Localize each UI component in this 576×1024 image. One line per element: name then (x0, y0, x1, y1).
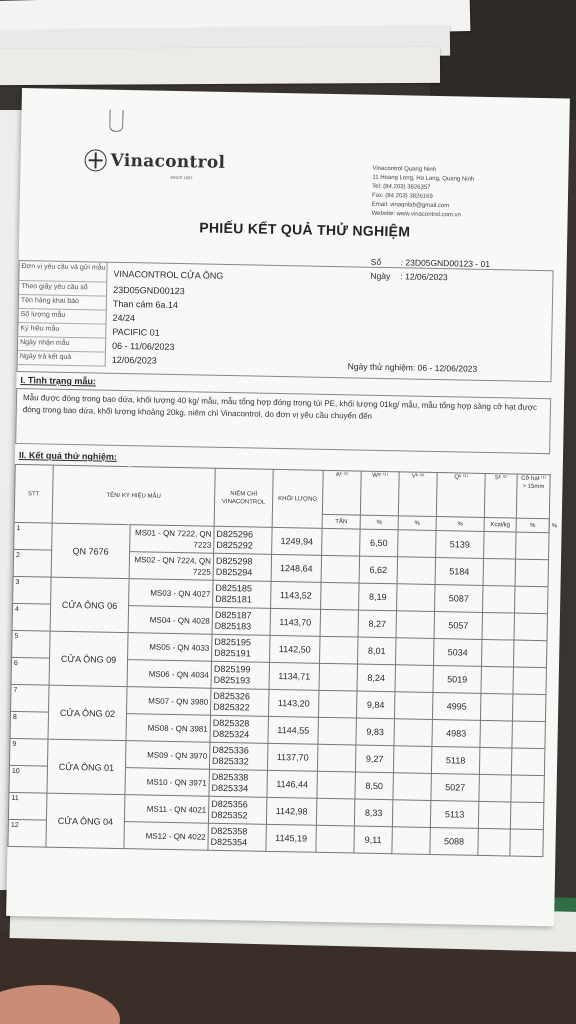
info-value: 06 - 11/06/2023 (111, 340, 175, 352)
results-table (7, 464, 558, 857)
group-name: CỬA ÔNG 09 (49, 631, 128, 686)
cell-q: 5027 (431, 773, 480, 801)
row-stt: 8 (10, 711, 49, 739)
contact-line: Fax: (84.203) 3826169 (371, 192, 433, 200)
cell-q: 5057 (434, 612, 483, 640)
cell-w: 6,50 (360, 529, 399, 557)
cell-a (320, 609, 359, 637)
cell-khoi-luong: 1143,20 (268, 689, 319, 717)
cell-s (478, 828, 511, 856)
document-title: PHIẾU KẾT QUẢ THỬ NGHIỆM (199, 219, 411, 240)
info-value: 23D05GND00123 (113, 284, 185, 297)
contact-line: Vinacontrol Quang Ninh (372, 165, 437, 173)
cell-co-hat (513, 667, 547, 695)
cell-v (397, 584, 436, 612)
row-stt: 2 (13, 549, 52, 577)
cell-co-hat (510, 802, 544, 830)
seal-number: D825326 (213, 690, 251, 702)
seal-number: D825352 (210, 809, 248, 821)
cell-khoi-luong: 1248,64 (271, 554, 322, 582)
header-w: Wᵗᵖ ⁽¹⁾ (360, 471, 399, 516)
ngay-value: : 12/06/2023 (400, 271, 448, 283)
seal-number: D825296 (216, 528, 254, 540)
cell-w: 9,27 (355, 745, 394, 773)
seal-number: D825328 (212, 717, 250, 729)
sample-code: MS02 - QN 7224, QN 7225 (129, 552, 214, 581)
seal-number: D825334 (211, 782, 249, 794)
cell-q: 4995 (432, 693, 481, 721)
cell-v (393, 746, 432, 774)
cell-s (480, 720, 513, 748)
cell-w: 8,24 (357, 664, 396, 692)
row-stt: 3 (13, 576, 52, 604)
contact-line: Tel: (84.203) 3826357 (372, 183, 431, 191)
seal-numbers (210, 715, 269, 743)
cell-w: 8,33 (354, 799, 393, 827)
seal-numbers (212, 607, 271, 635)
info-value: 12/06/2023 (111, 354, 157, 366)
logo-text: Vinacontrol (110, 150, 226, 173)
section-heading: I. Tình trạng mẫu: (20, 375, 96, 387)
unit-s: % (516, 518, 549, 533)
sample-info-box (17, 260, 554, 382)
seal-number: D825187 (214, 609, 252, 621)
cell-w: 8,50 (355, 772, 394, 800)
cell-q: 5184 (435, 558, 484, 586)
header-v: Vᵏ ⁽¹⁾ (398, 472, 437, 517)
cell-s (481, 666, 514, 694)
cell-q: 5088 (430, 827, 479, 855)
seal-numbers (214, 526, 273, 554)
header-q: Qᵏ ⁽¹⁾ (436, 473, 485, 518)
info-value: VINACONTROL CỬA ÔNG (113, 268, 224, 281)
seal-number: D825185 (215, 582, 253, 594)
cell-khoi-luong: 1143,52 (271, 581, 322, 609)
info-label: Ngày trả kết quả (19, 353, 72, 361)
unit-w: % (398, 516, 436, 531)
cell-a (316, 798, 355, 826)
cell-q: 4983 (432, 719, 481, 747)
group-name: CỬA ÔNG 04 (46, 793, 125, 848)
seal-numbers (208, 796, 267, 824)
seal-numbers (210, 688, 269, 716)
cell-v (395, 665, 434, 693)
seal-number: D825354 (210, 836, 248, 848)
seal-number: D825322 (213, 701, 250, 713)
group-name: QN 7676 (51, 523, 130, 578)
seal-number: D825292 (216, 539, 253, 551)
cell-s (483, 558, 516, 586)
header-khoi-luong: KHỐI LƯỢNG (272, 469, 323, 528)
company-contact (372, 165, 475, 221)
cell-w: 8,01 (358, 637, 397, 665)
unit-khoi-luong: TẤN (322, 514, 360, 529)
cell-co-hat (512, 721, 546, 749)
cell-a (316, 825, 355, 853)
cell-s (482, 612, 515, 640)
cell-khoi-luong: 1143,70 (270, 608, 321, 636)
cell-s (483, 585, 516, 613)
row-stt: 7 (11, 684, 50, 712)
seal-number: D825181 (215, 593, 252, 605)
info-value: Than cám 6a.14 (112, 298, 179, 311)
cell-q: 5087 (435, 585, 484, 613)
cell-s (480, 693, 513, 721)
section-heading: II. Kết quả thử nghiệm: (18, 450, 118, 462)
header-stt: STT (14, 464, 53, 523)
sample-code: MS11 - QN 4021 (124, 795, 209, 824)
header-s: Sᵏ ⁽¹⁾ (484, 473, 517, 518)
cell-s (481, 639, 514, 667)
info-value: PACIFIC 01 (112, 326, 160, 338)
seal-number: D825358 (210, 825, 248, 837)
seal-number: D825195 (214, 636, 252, 648)
cell-a (317, 744, 356, 772)
cell-a (320, 636, 359, 664)
cell-q: 5019 (433, 666, 482, 694)
cell-a (321, 555, 360, 583)
row-stt: 4 (12, 603, 51, 631)
sample-code: MS12 - QN 4022 (124, 822, 209, 851)
logo-subtitle: SINCE 1957 (170, 174, 193, 181)
result-document (6, 88, 570, 926)
seal-number: D825183 (214, 620, 252, 632)
cell-co-hat (510, 829, 544, 857)
contact-line: Website: www.vinacontrol.com.vn (371, 210, 461, 219)
seal-number: D825338 (211, 771, 249, 783)
sample-code: MS03 - QN 4027 (129, 579, 214, 608)
cell-q: 5139 (436, 531, 485, 559)
cell-s (479, 774, 512, 802)
group-name: CỬA ÔNG 01 (47, 739, 126, 794)
header-ten: TÊN/ KÝ HIỆU MẪU (52, 465, 215, 526)
cell-w: 9,84 (356, 691, 395, 719)
seal-number: D825294 (215, 566, 253, 578)
cell-v (392, 827, 431, 855)
sample-condition-text: Mẫu được đóng trong bao dứa, khối lượng 40 kg/ mẫu, mẫu tổng hợp đóng trong túi PE, khối lượng 01kg/ mẫu, mẫu tổng hợp sàng cỡ hạt được đóng trong bao dứa, khối lượng khoảng 20kg, niêm chì Vinacontrol, do đơn vị yêu cầu chuyển đến (15, 388, 551, 454)
seal-number: D825356 (211, 798, 248, 810)
cell-khoi-luong: 1137,70 (267, 743, 318, 771)
row-stt: 5 (12, 630, 51, 658)
row-stt: 12 (8, 819, 47, 847)
info-label: Tên hàng khai báo (20, 297, 79, 306)
header-niem-chi: NIÊM CHÌ VINACONTROL (214, 468, 273, 527)
scale-icon (84, 149, 106, 171)
folder-tab-mark (109, 110, 123, 132)
seal-numbers (209, 769, 268, 797)
cell-v (393, 773, 432, 801)
cell-s (478, 801, 511, 829)
row-stt: 1 (14, 522, 53, 550)
cell-q: 5113 (430, 800, 479, 828)
seal-number: D825324 (212, 728, 250, 740)
contact-line: Email: vinaqnlab@gmail.com (371, 201, 450, 210)
cell-khoi-luong: 1142,50 (270, 635, 321, 663)
cell-q: 5118 (431, 746, 480, 774)
sample-code: MS10 - QN 3971 (125, 768, 210, 797)
cell-s (484, 531, 517, 559)
seal-number: D825191 (214, 647, 251, 659)
cell-v (395, 638, 434, 666)
sample-code: MS06 - QN 4034 (127, 660, 212, 689)
seal-numbers (212, 634, 271, 662)
ngay-label: Ngày (370, 270, 391, 282)
cell-khoi-luong: 1144,55 (268, 716, 319, 744)
cell-a (318, 717, 357, 745)
sample-code: MS09 - QN 3970 (125, 741, 210, 770)
group-name: CỬA ÔNG 06 (50, 577, 129, 632)
unit-q: Kcal/kg (484, 517, 516, 532)
cell-co-hat (511, 775, 545, 803)
row-stt: 11 (8, 792, 47, 820)
info-label: Số lượng mẫu (20, 311, 66, 319)
seal-number: D825336 (212, 744, 249, 756)
cell-v (398, 530, 437, 558)
cell-a (322, 528, 361, 556)
header-co-hat: Cỡ hạt ⁽¹⁾ > 15mm (516, 474, 550, 519)
cell-co-hat (516, 532, 550, 560)
cell-w: 9,83 (356, 718, 395, 746)
company-logo (84, 149, 225, 174)
cell-v (394, 719, 433, 747)
unit-a: % (360, 515, 398, 530)
cell-khoi-luong: 1145,19 (266, 824, 317, 852)
cell-co-hat (514, 613, 548, 641)
row-stt: 9 (9, 738, 48, 766)
seal-number: D825199 (213, 663, 251, 675)
row-stt: 6 (11, 657, 50, 685)
background-paper-stack (0, 47, 440, 85)
cell-co-hat (513, 640, 547, 668)
sample-code: MS08 - QN 3981 (126, 714, 211, 743)
cell-co-hat (515, 559, 549, 587)
sample-code: MS04 - QN 4028 (128, 606, 213, 635)
cell-khoi-luong: 1142,98 (266, 797, 317, 825)
cell-w: 8,19 (359, 583, 398, 611)
seal-number: D825193 (213, 674, 251, 686)
cell-w: 6,62 (359, 556, 398, 584)
cell-khoi-luong: 1146,44 (267, 770, 318, 798)
seal-numbers (213, 580, 272, 608)
seal-number: D825298 (215, 555, 253, 567)
cell-co-hat (515, 586, 549, 614)
cell-khoi-luong: 1249,94 (272, 527, 323, 555)
so-label: Số (370, 256, 382, 267)
seal-number: D825332 (212, 755, 249, 767)
cell-co-hat (511, 748, 545, 776)
cell-a (318, 690, 357, 718)
document-number (370, 256, 491, 270)
info-label: Ký hiệu mẫu (20, 325, 60, 333)
seal-numbers (208, 823, 267, 851)
info-value: 24/24 (112, 312, 136, 324)
cell-v (396, 611, 435, 639)
test-date: Ngày thử nghiệm: 06 - 12/06/2023 (347, 361, 478, 374)
cell-w: 8,27 (358, 610, 397, 638)
header-a: Aᵏ ⁽¹⁾ (322, 470, 361, 515)
cell-v (397, 557, 436, 585)
contact-line: 11 Hoang Long, Ha Lang, Quang Ninh (372, 174, 475, 183)
cell-a (321, 582, 360, 610)
cell-a (317, 771, 356, 799)
cell-w: 9,11 (354, 826, 393, 854)
cell-v (394, 692, 433, 720)
seal-numbers (211, 661, 270, 689)
info-label: Đơn vị yêu cầu và gửi mẫu (21, 263, 106, 272)
cell-a (319, 663, 358, 691)
so-value: : 23D05GND00123 - 01 (400, 257, 491, 270)
seal-numbers (213, 553, 272, 581)
unit-v: % (436, 517, 484, 532)
row-stt: 10 (9, 765, 48, 793)
sample-code: MS01 - QN 7222, QN 7223 (130, 525, 215, 554)
cell-q: 5034 (433, 639, 482, 667)
cell-co-hat (512, 694, 546, 722)
info-label: Ngày nhận mẫu (20, 339, 70, 347)
cell-v (392, 800, 431, 828)
cell-s (479, 747, 512, 775)
cell-khoi-luong: 1134,71 (269, 662, 320, 690)
info-label: Theo giấy yêu cầu số (21, 283, 88, 292)
seal-numbers (209, 742, 268, 770)
sample-code: MS05 - QN 4033 (128, 633, 213, 662)
group-name: CỬA ÔNG 02 (48, 685, 127, 740)
sample-code: MS07 - QN 3980 (127, 687, 212, 716)
